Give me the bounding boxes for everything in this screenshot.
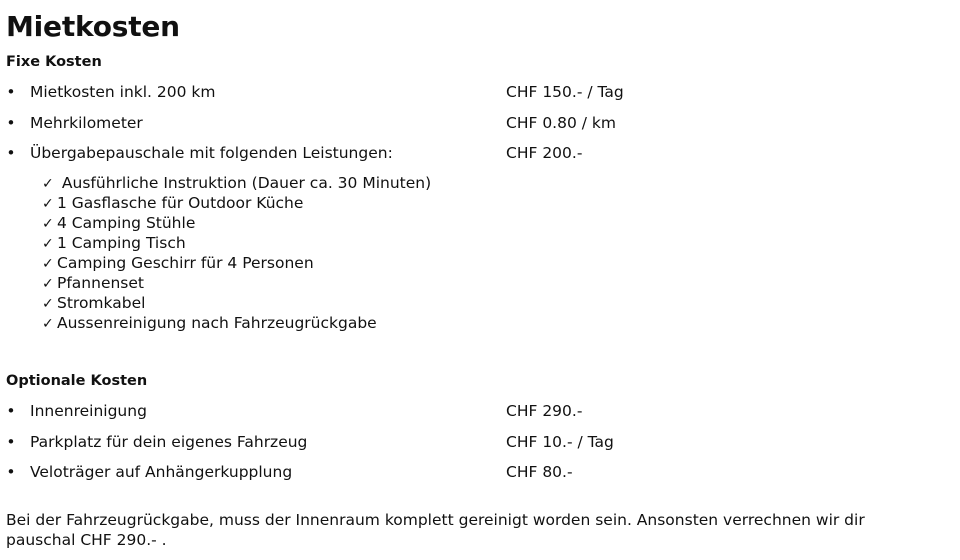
- cost-price: CHF 200.-: [506, 144, 583, 162]
- check-icon: ✓: [42, 176, 54, 192]
- section-heading-optional-costs: Optionale Kosten: [6, 373, 148, 389]
- service-item: [42, 313, 431, 333]
- cost-row-interior-cleaning: [6, 396, 946, 427]
- service-label: Aussenreinigung nach Fahrzeugrückgabe: [57, 314, 377, 332]
- cost-label: Mietkosten inkl. 200 km: [30, 83, 216, 101]
- cost-price: CHF 290.-: [506, 402, 583, 420]
- cost-row-extra-km: [6, 108, 946, 139]
- check-icon: ✓: [42, 316, 54, 332]
- service-label: Pfannenset: [57, 274, 144, 292]
- cost-label: Veloträger auf Anhängerkupplung: [30, 463, 293, 481]
- check-icon: ✓: [42, 256, 54, 272]
- check-icon: ✓: [42, 216, 54, 232]
- cost-label: Parkplatz für dein eigenes Fahrzeug: [30, 432, 308, 451]
- bullet-icon: •: [6, 402, 16, 420]
- cost-label: Mehrkilometer: [30, 113, 143, 132]
- handover-services-list: [42, 173, 431, 333]
- cost-price: CHF 10.- / Tag: [506, 432, 614, 451]
- cost-row-bike-rack: [6, 457, 946, 488]
- cost-row-handover-fee: [6, 138, 946, 169]
- bullet-icon: •: [6, 144, 16, 162]
- service-item: [42, 273, 431, 293]
- bullet-icon: •: [6, 83, 16, 101]
- bullet-icon: •: [6, 463, 16, 481]
- bullet-icon: •: [6, 113, 16, 132]
- fixed-costs-list: [6, 77, 946, 169]
- check-icon: ✓: [42, 296, 54, 312]
- cost-price: CHF 0.80 / km: [506, 113, 616, 132]
- cost-price: CHF 150.- / Tag: [506, 83, 624, 101]
- service-item: [42, 293, 431, 313]
- optional-costs-list: [6, 396, 946, 488]
- service-label: Camping Geschirr für 4 Personen: [57, 254, 314, 272]
- service-item: [42, 213, 431, 233]
- service-item: [42, 253, 431, 273]
- cost-row-rental: [6, 77, 946, 108]
- service-label: Ausführliche Instruktion (Dauer ca. 30 Minuten): [57, 174, 432, 192]
- service-label: 1 Gasflasche für Outdoor Küche: [57, 194, 304, 212]
- check-icon: ✓: [42, 276, 54, 292]
- cost-label: Übergabepauschale mit folgenden Leistungen:: [30, 144, 393, 162]
- service-label: Stromkabel: [57, 294, 146, 312]
- check-icon: ✓: [42, 196, 54, 212]
- page-title: Mietkosten: [6, 10, 180, 43]
- section-heading-fixed-costs: Fixe Kosten: [6, 54, 102, 70]
- cleaning-note: Bei der Fahrzeugrückgabe, muss der Innenraum komplett gereinigt worden sein. Ansonsten verrechnen wir dir pauschal CHF 290.- .: [6, 511, 865, 549]
- service-label: 1 Camping Tisch: [57, 234, 186, 252]
- service-item: [42, 233, 431, 253]
- cost-label: Innenreinigung: [30, 402, 147, 420]
- bullet-icon: •: [6, 432, 16, 451]
- service-item: [42, 193, 431, 213]
- cost-price: CHF 80.-: [506, 463, 573, 481]
- cost-row-parking: [6, 427, 946, 458]
- service-label: 4 Camping Stühle: [57, 214, 196, 232]
- service-item: [42, 173, 431, 193]
- check-icon: ✓: [42, 236, 54, 252]
